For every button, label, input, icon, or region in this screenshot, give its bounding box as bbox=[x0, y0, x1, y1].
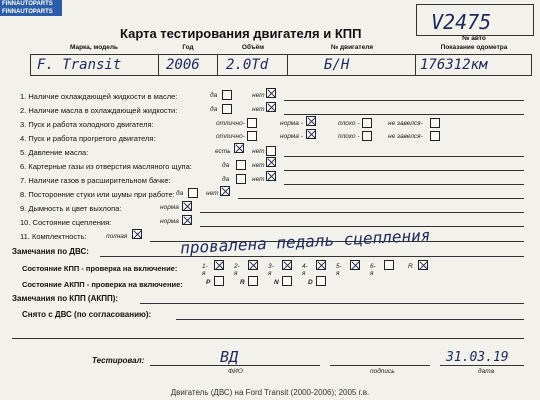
gear-3-label: 3-я bbox=[268, 263, 274, 277]
remarks-dvs-line bbox=[100, 256, 524, 257]
opt-normal-3: норма - bbox=[280, 120, 303, 127]
checkbox-excellent-3[interactable] bbox=[247, 118, 257, 128]
fio-caption: ФИО bbox=[228, 368, 243, 375]
year-label: Год bbox=[182, 44, 194, 51]
check-item-1: 1. Наличие охлаждающей жидкости в масле: bbox=[20, 92, 178, 101]
line-8 bbox=[238, 198, 524, 199]
opt-present-5: есть bbox=[215, 148, 231, 155]
check-item-11: 11. Комплектность: bbox=[20, 232, 87, 241]
akpp-r-label: R bbox=[240, 279, 245, 286]
gear-4-checkbox[interactable] bbox=[316, 260, 326, 270]
date-line bbox=[440, 365, 524, 366]
checkbox-no-1[interactable] bbox=[266, 88, 276, 98]
volume-cell bbox=[218, 54, 288, 76]
vehicle-header-table bbox=[30, 35, 532, 76]
gear-1-label: 1-я bbox=[202, 263, 208, 277]
akpp-label: Состояние АКПП - проверка на включение: bbox=[22, 280, 183, 289]
opt-yes-7: да bbox=[222, 176, 230, 183]
opt-excellent-4: отлично- bbox=[216, 133, 245, 140]
engine-no-label: № двигателя bbox=[330, 44, 374, 51]
gear-1-checkbox[interactable] bbox=[214, 260, 224, 270]
check-item-10: 10. Состояние сцепления: bbox=[20, 218, 112, 227]
akpp-d-checkbox[interactable] bbox=[316, 276, 326, 286]
tested-initials: ВД bbox=[220, 348, 239, 366]
check-item-7: 7. Наличие газов в расширительном бачке: bbox=[20, 176, 171, 185]
opt-not-started-3: не завелся- bbox=[388, 120, 423, 127]
auto-no-label: № авто bbox=[462, 35, 486, 42]
checkbox-yes-6[interactable] bbox=[236, 160, 246, 170]
checkbox-no-5[interactable] bbox=[266, 146, 276, 156]
akpp-n-label: N bbox=[274, 279, 279, 286]
check-item-8: 8. Посторонние стуки или шумы при работе: bbox=[20, 190, 175, 199]
gear-3-checkbox[interactable] bbox=[282, 260, 292, 270]
line-7 bbox=[284, 184, 524, 185]
gear-r-label: R bbox=[408, 263, 413, 270]
model-value: F. Transit bbox=[37, 57, 122, 73]
line-9 bbox=[200, 212, 524, 213]
engine-no-value: Б/Н bbox=[324, 57, 350, 73]
line-6 bbox=[284, 170, 524, 171]
opt-normal-4: норма - bbox=[280, 133, 303, 140]
checkbox-yes-1[interactable] bbox=[222, 90, 232, 100]
opt-no-8: нет bbox=[206, 190, 219, 197]
checkbox-complete-11[interactable] bbox=[132, 229, 142, 239]
opt-no-6: нет bbox=[252, 162, 265, 169]
gear-2-checkbox[interactable] bbox=[248, 260, 258, 270]
check-item-3: 3. Пуск и работа холодного двигателя: bbox=[20, 120, 154, 129]
line-10 bbox=[200, 226, 524, 227]
opt-bad-4: плохо - bbox=[338, 133, 360, 140]
gear-6-label: 6-я bbox=[370, 263, 376, 277]
odometer-label: Показание одометра bbox=[440, 44, 508, 51]
checkbox-normal-3[interactable] bbox=[306, 116, 316, 126]
volume-label: Объём bbox=[241, 44, 265, 51]
stamp-number: V2475 bbox=[431, 10, 492, 34]
line-2 bbox=[284, 114, 524, 115]
akpp-r-checkbox[interactable] bbox=[248, 276, 258, 286]
checkbox-normal-4[interactable] bbox=[306, 129, 316, 139]
check-item-6: 6. Картерные газы из отверстия масляного щупа: bbox=[20, 162, 192, 171]
opt-complete-11: полная bbox=[106, 233, 128, 240]
sign-line bbox=[330, 365, 430, 366]
kpp-label: Состояние КПП - проверка на включение: bbox=[22, 264, 178, 273]
checkbox-bad-3[interactable] bbox=[362, 118, 372, 128]
date-caption: дата bbox=[478, 368, 495, 375]
sign-caption: подпись bbox=[370, 368, 395, 375]
year-value: 2006 bbox=[166, 57, 200, 73]
gear-r-checkbox[interactable] bbox=[418, 260, 428, 270]
checkbox-norm-10[interactable] bbox=[182, 215, 192, 225]
checkbox-yes-2[interactable] bbox=[222, 104, 232, 114]
remarks-dvs-handwritten: провалена педаль сцепления bbox=[179, 225, 431, 258]
check-item-4: 4. Пуск и работа прогретого двигателя: bbox=[20, 134, 156, 143]
opt-no-1: нет bbox=[252, 92, 265, 99]
opt-no-5: нет bbox=[252, 148, 265, 155]
opt-excellent-3: отлично- bbox=[216, 120, 245, 127]
blank-line-1 bbox=[12, 338, 524, 339]
tested-label: Тестировал: bbox=[92, 356, 145, 365]
checkbox-no-8[interactable] bbox=[220, 186, 230, 196]
opt-no-2: нет bbox=[252, 106, 265, 113]
checkbox-yes-7[interactable] bbox=[236, 174, 246, 184]
checkbox-no-7[interactable] bbox=[266, 171, 276, 181]
checkbox-no-6[interactable] bbox=[266, 157, 276, 167]
checkbox-no-2[interactable] bbox=[266, 102, 276, 112]
checkbox-not-started-3[interactable] bbox=[430, 118, 440, 128]
opt-yes-6: да bbox=[222, 162, 230, 169]
checkbox-not-started-4[interactable] bbox=[430, 131, 440, 141]
odometer-value: 176312км bbox=[420, 57, 488, 73]
checkbox-yes-8[interactable] bbox=[188, 188, 198, 198]
akpp-d-label: D bbox=[308, 279, 313, 286]
year-cell bbox=[158, 54, 218, 76]
checkbox-excellent-4[interactable] bbox=[247, 131, 257, 141]
checkbox-present-5[interactable] bbox=[234, 143, 244, 153]
document-title: Карта тестирования двигателя и КПП bbox=[120, 26, 362, 41]
checkbox-norm-9[interactable] bbox=[182, 201, 192, 211]
test-date: 31.03.19 bbox=[446, 350, 509, 365]
opt-no-7: нет bbox=[252, 176, 265, 183]
model-cell bbox=[30, 54, 159, 76]
volume-value: 2.0Td bbox=[226, 57, 269, 73]
odometer-cell bbox=[416, 54, 532, 76]
engine-no-cell bbox=[288, 54, 416, 76]
remarks-kpp-line bbox=[140, 303, 524, 304]
removed-label: Снято с ДВС (по согласованию): bbox=[22, 310, 152, 319]
checkbox-bad-4[interactable] bbox=[362, 131, 372, 141]
opt-yes-2: да bbox=[210, 106, 218, 113]
model-label: Марка, модель bbox=[69, 44, 119, 51]
check-item-2: 2. Наличие масла в охлаждающей жидкости: bbox=[20, 106, 178, 115]
gear-5-checkbox[interactable] bbox=[350, 260, 360, 270]
image-caption: Двигатель (ДВС) на Ford Transit (2000-2006); 2005 г.в. bbox=[170, 388, 370, 397]
opt-not-started-4: не завелся- bbox=[388, 133, 423, 140]
fio-line bbox=[150, 365, 320, 366]
akpp-p-label: P bbox=[206, 279, 211, 286]
akpp-p-checkbox[interactable] bbox=[214, 276, 224, 286]
opt-norm-9: норма bbox=[160, 204, 179, 211]
removed-line bbox=[176, 319, 524, 320]
remarks-dvs-label: Замечания по ДВС: bbox=[12, 247, 89, 256]
opt-yes-1: да bbox=[210, 92, 218, 99]
check-item-9: 9. Дымность и цвет выхлопа: bbox=[20, 204, 122, 213]
opt-yes-8: да bbox=[176, 190, 184, 197]
opt-norm-10: норма bbox=[160, 218, 179, 225]
akpp-n-checkbox[interactable] bbox=[282, 276, 292, 286]
line-1 bbox=[284, 100, 524, 101]
remarks-kpp-label: Замечания по КПП (АКПП): bbox=[12, 294, 119, 303]
gear-4-label: 4-я bbox=[302, 263, 308, 277]
stamp-box bbox=[416, 4, 534, 36]
line-5 bbox=[284, 156, 524, 157]
gear-2-label: 2-я bbox=[234, 263, 240, 277]
opt-bad-3: плохо - bbox=[338, 120, 360, 127]
logo: FINNAUTOPARTS FINNAUTOPARTS bbox=[0, 0, 62, 16]
gear-6-checkbox[interactable] bbox=[384, 260, 394, 270]
check-item-5: 5. Давление масла: bbox=[20, 148, 89, 157]
gear-5-label: 5-я bbox=[336, 263, 342, 277]
